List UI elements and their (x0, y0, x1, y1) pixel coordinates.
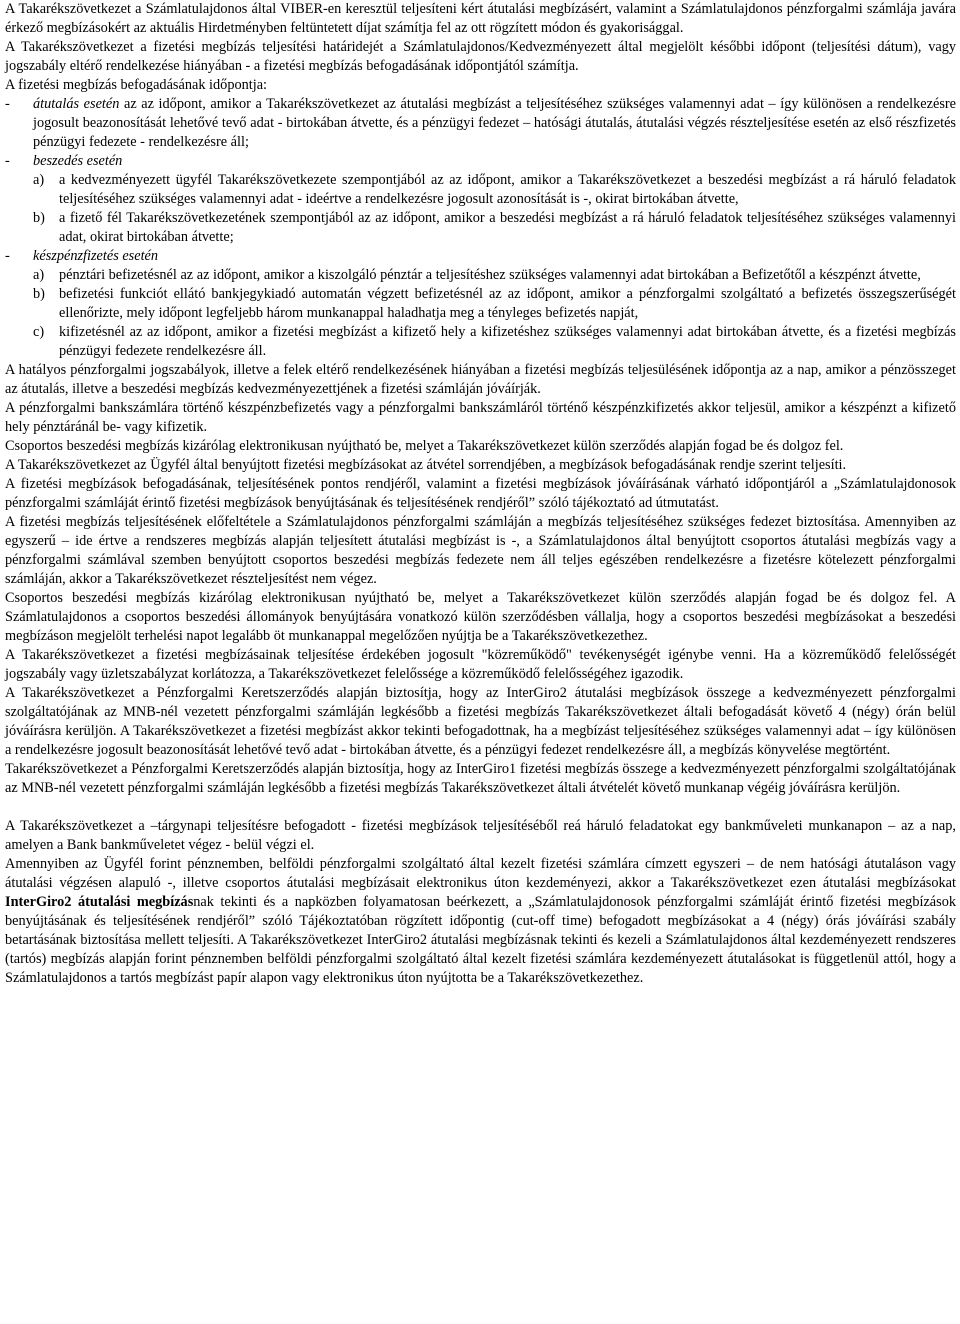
sub-text: kifizetésnél az az időpont, amikor a fizetési megbízást a kifizető hely a kifizetéshez szükséges valamennyi adat birtokában átvette, és a fizetési megbízás pénzügyi fedezete rendelkezésre áll. (59, 324, 956, 359)
paragraph-same-day: A Takarékszövetkezet a –tárgynapi teljesítésre befogadott - fizetési megbízások teljesítéséből reá háruló feladatokat egy bankműveleti munkanapon – az a nap, amelyen a Bank bankműveletet végez - belül végzi el. (5, 818, 956, 853)
paragraph-order-of-execution: A Takarékszövetkezet az Ügyfél által benyújtott fizetési megbízásokat az átvétel sorrendjében, a megbízások befogadásának rendje szerint teljesíti. (5, 457, 847, 473)
paragraph-group-collection-contract: Csoportos beszedési megbízás kizárólag elektronikusan nyújtható be, melyet a Takarékszövetkezet külön szerződés alapján fogad be és dolgoz fel. A Számlatulajdonos a csoportos beszedési állományok benyújtására vonatkozó külön szerződésben vállalja, hogy a csoportos beszedési megbízásokat a beszedési megbízáson megjelölt terhelési napot legalább öt munkanappal megelőzően nyújtja be a Takarékszövetkezethez. (5, 590, 956, 644)
cash-sub-item-b (5, 285, 956, 323)
paragraph-intergiro1: Takarékszövetkezet a Pénzforgalmi Keretszerződés alapján biztosítja, hogy az InterGiro1 fizetési megbízás összege a kedvezményezett pénzforgalmi szolgáltatójának az MNB-nél vezetett pénzforgalmi számláján legkésőbb a fizetési megbízás Takarékszövetkezet általi átvételét követő munkanap végéig jóváírásra kerüljön. (5, 761, 956, 796)
list-dash: - (5, 96, 10, 112)
collection-sub-item-b (5, 209, 956, 247)
sub-text: pénztári befizetésnél az az időpont, amikor a kiszolgáló pénztár a teljesítéshez szükséges valamennyi adat birtokában a Befizetőtől a készpénzt átvette, (59, 267, 921, 283)
sub-label: c) (33, 324, 45, 340)
paragraph-completion-time: A hatályos pénzforgalmi jogszabályok, illetve a felek eltérő rendelkezésének hiányában a fizetési megbízás teljesülésének időpontja az a nap, amikor a pénzösszeget az átutalás, illetve a beszedési megbízás kedvezményezettjének a fizetési számláján jóváírják. (5, 362, 956, 397)
sub-label: b) (33, 210, 45, 226)
list-dash: - (5, 248, 10, 264)
paragraph-viber-fee: A Takarékszövetkezet a Számlatulajdonos által VIBER-en keresztül teljesíteni kért átutalási megbízásért, valamint a Számlatulajdonos pénzforgalmi számlája javára érkező megbízásokért az aktuális Hirdetményben feltüntetett díjat számítja fel az ott rögzített módon és gyakorisággal. (5, 1, 956, 36)
list-item-cash (5, 247, 956, 266)
paragraph-electronic-transfers (5, 855, 956, 988)
electronic-text-part1: Amennyiben az Ügyfél forint pénznemben, belföldi pénzforgalmi szolgáltató által kezelt fizetési számlára címzett egyszeri – de nem hatósági átutaláson vagy átutalási végzésen alapuló -, illetve csoportos átutalási megbízásait elektronikus úton kezdeményezi, akkor a Takarékszövetkezet ezen átutalási megbízásokat (5, 856, 956, 891)
paragraph-group-collection: Csoportos beszedési megbízás kizárólag elektronikusan nyújtható be, melyet a Takarékszövetkezet külön szerződés alapján fogad be és dolgoz fel. (5, 438, 844, 454)
paragraph-guidance: A fizetési megbízások befogadásának, teljesítésének pontos rendjéről, valamint a fizetési megbízások jóváírásának várható időpontjáról a „Számlatulajdonosok pénzforgalmi számláját érintő fizetési megbízások benyújtásának és teljesítésének rendjéről” szóló tájékoztató ad útmutatást. (5, 476, 956, 511)
paragraph-acceptance-heading: A fizetési megbízás befogadásának időpontja: (5, 77, 268, 93)
collection-sub-item-a (5, 171, 956, 209)
list-dash: - (5, 153, 10, 169)
cash-sub-item-c (5, 323, 956, 361)
sub-text: a kedvezményezett ügyfél Takarékszövetkezete szempontjából az az időpont, amikor a Takarékszövetkezet a beszedési megbízást a rá háruló feladatok teljesítéséhez szükséges valamennyi adat - ideértve a rendelkezésre jogosult azonosítását is -, okirat birtokában átvette, (59, 172, 956, 207)
paragraph-intergiro2: A Takarékszövetkezet a Pénzforgalmi Keretszerződés alapján biztosítja, hogy az InterGiro2 átutalási megbízások összege a kedvezményezett pénzforgalmi szolgáltatójának az MNB-nél vezetett pénzforgalmi számláján legkésőbb a fizetési megbízás Takarékszövetkezet általi befogadását követő 4 (négy) órán belül jóváírásra kerüljön. A Takarékszövetkezet a fizetési megbízást akkor tekinti befogadottnak, ha a megbízást teljesítéséhez szükséges valamennyi adat – így különösen a rendelkezésre jogosult beazonosítását lehetővé tevő adat - birtokában átvette, és a pénzügyi fedezet rendelkezésre áll, a megbízás könyvelése megtörtént. (5, 685, 956, 758)
paragraph-intermediary: A Takarékszövetkezet a fizetési megbízásainak teljesítése érdekében jogosult "közreműködő" tevékenységét igénybe venni. Ha a közreműködő felelősségét jogszabály vagy üzletszabályzat korlátozza, a Takarékszövetkezet felelőssége a közreműködő felelősségéhez igazodik. (5, 647, 956, 682)
cash-label: készpénzfizetés esetén (33, 248, 159, 264)
sub-label: a) (33, 267, 45, 283)
cash-sub-item-a (5, 266, 956, 285)
sub-text: befizetési funkciót ellátó bankjegykiadó automatán végzett befizetésnél az az időpont, amikor a pénzforgalmi szolgáltató a befizetés összegszerűségét ellenőrizte, mely időpont legfeljebb három munkanappal haladhatja meg a tényleges befizetés napját, (59, 286, 956, 321)
sub-label: a) (33, 172, 45, 188)
paragraph-coverage: A fizetési megbízás teljesítésének előfeltétele a Számlatulajdonos pénzforgalmi számláján a megbízás teljesítéséhez szükséges fedezet biztosítása. Amennyiben az egyszerű – ide értve a rendszeres megbízás alapján teljesített átutalási megbízást is -, a Számlatulajdonos által benyújtott csoportos átutalási megbízás vagy a pénzforgalmi számlával szemben benyújtott csoportos beszedési megbízás fedezete nem áll teljes egészében rendelkezésre a fizetésre kötelezett pénzforgalmi számláján, akkor a Takarékszövetkezet részteljesítést nem végez. (5, 514, 956, 587)
list-item-collection (5, 152, 956, 171)
transfer-label: átutalás esetén (33, 96, 120, 112)
paragraph-cash-payment: A pénzforgalmi bankszámlára történő készpénzbefizetés vagy a pénzforgalmi bankszámláról történő készpénzkifizetés akkor teljesül, amikor a készpénzt a kifizető hely pénztáránál be- vagy kifizetik. (5, 400, 956, 435)
electronic-text-part2: nak tekinti és a napközben folyamatosan beérkezett, a „Számlatulajdonosok pénzforgalmi számláját érintő fizetési megbízások benyújtásának és teljesítésének rendjéről” szóló Tájékoztatóban rögzített időpontig (cut-off time) befogadott megbízásokat a 4 (négy) órás jóváírási szabály betartásának biztosítása mellett teljesíti. A Takarékszövetkezet InterGiro2 átutalási megbízásnak tekinti és kezeli a Számlatulajdonos által kezdeményezett rendszeres (tartós) megbízás alapján forint pénznemben belföldi pénzforgalmi szolgáltató által kezelt fizetési számlára kezdeményezett átutalásokat is függetlenül attól, hogy a Számlatulajdonos a tartós megbízást papír alapon vagy elektronikus úton nyújtotta be a Takarékszövetkezethez. (5, 894, 956, 986)
collection-label: beszedés esetén (33, 153, 123, 169)
sub-text: a fizető fél Takarékszövetkezetének szempontjából az az időpont, amikor a beszedési megbízást a rá háruló feladatok teljesítéséhez szükséges valamennyi adat, okirat birtokában átvette; (59, 210, 956, 245)
paragraph-deadline: A Takarékszövetkezet a fizetési megbízás teljesítési határidejét a Számlatulajdonos/Kedvezményezett által megjelölt későbbi időpont (teljesítési dátum), vagy jogszabály eltérő rendelkezése hiányában - a fizetési megbízás befogadásának időpontjától számítja. (5, 39, 956, 74)
transfer-text: az az időpont, amikor a Takarékszövetkezet az átutalási megbízást a teljesítéséhez szükséges valamennyi adat – így különösen a rendelkezésre jogosult beazonosítását lehetővé tevő adat - birtokában átvette, és a pénzügyi fedezet – hatósági átutalás, átutalási végzés részteljesítése esetén az első részfizetés pénzügyi fedezete - rendelkezésre áll; (33, 96, 956, 150)
list-item-transfer (5, 95, 956, 152)
electronic-text-bold: InterGiro2 átutalási megbízás (5, 894, 194, 910)
sub-label: b) (33, 286, 45, 302)
